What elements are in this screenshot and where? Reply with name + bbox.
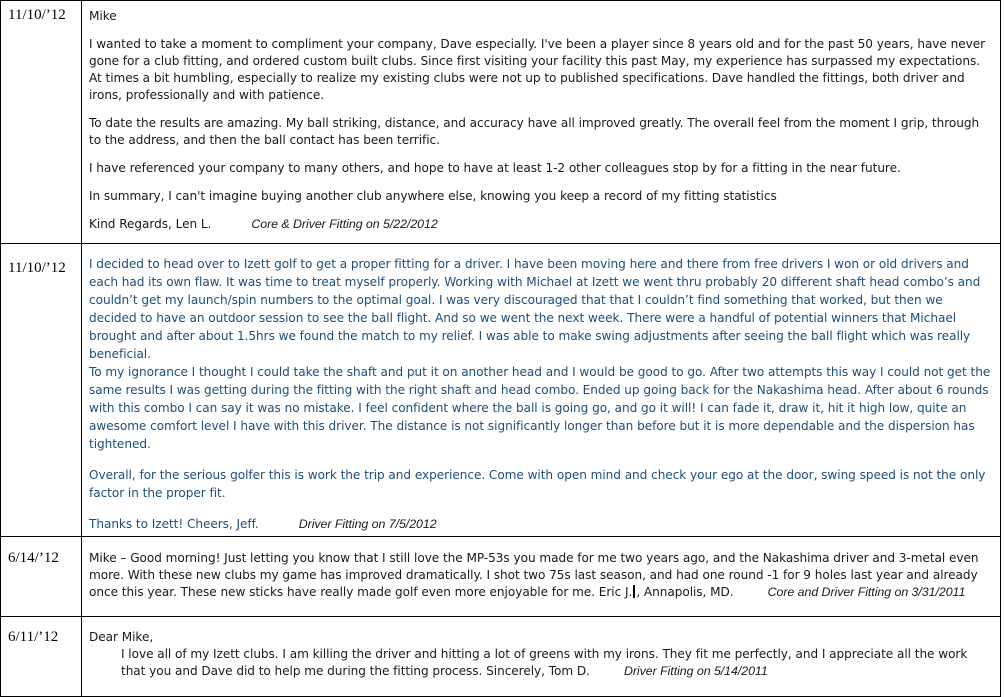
testimonial-date: 11/10/’12 xyxy=(1,1,82,244)
testimonial-paragraph: To date the results are amazing. My ball striking, distance, and accuracy have all improved greatly. The overall feel from the moment I grip, through to the address, and then the ball contact has been terrific. xyxy=(89,116,980,147)
testimonial-paragraph: I wanted to take a moment to compliment your company, Dave especially. I've been a player since 8 years old and for the past 50 years, have never gone for a club fitting, and ordered custom built clubs. Since first visiting your facility this past May, my experience has surpassed my expectations. At times a bit humbling, especially to realize my existing clubs were not up to published specifications. Dave handled the fittings, both driver and irons, professionally and with patience. xyxy=(89,37,986,102)
testimonial-greeting: Dear Mike, xyxy=(89,630,154,644)
testimonial-paragraph: Overall, for the serious golfer this is work the trip and experience. Come with open mind and check your ego at the door, swing speed is not the only factor in the proper fit. xyxy=(89,468,986,500)
testimonial-text: I love all of my Izett clubs. I am killing the driver and hitting a lot of greens with my irons. They fit me perfectly, and I appreciate all the work that you and Dave did to help me during the fitting process. Sincerely, Tom D. xyxy=(121,647,968,678)
testimonial-signature: Thanks to Izett! Cheers, Jeff. xyxy=(89,517,259,531)
testimonial-greeting: Mike xyxy=(89,9,117,23)
testimonial-paragraph xyxy=(89,550,994,601)
testimonial-date: 11/10/’12 xyxy=(1,244,82,537)
testimonial-row xyxy=(1,537,1001,617)
testimonial-body xyxy=(82,244,1001,537)
testimonial-signature-row xyxy=(89,216,994,233)
text-cursor xyxy=(633,585,635,598)
testimonial-text: Mike – Good morning! Just letting you know that I still love the MP-53s you made for me two years ago, and the Nakashima driver and 3-metal even more. With these new clubs my game has improved dramatically. I shot two 75s last season, and had one round -1 for 9 holes last year and already once this year. These new sticks have really made golf even more enjoyable for me. Eric J. xyxy=(89,551,979,599)
testimonial-row xyxy=(1,1,1001,244)
testimonial-body xyxy=(82,1,1001,244)
testimonial-text-rest: , Annapolis, MD. xyxy=(636,585,734,599)
testimonial-body xyxy=(82,537,1001,617)
fitting-label: Core & Driver Fitting on 5/22/2012 xyxy=(251,217,438,231)
fitting-label: Core and Driver Fitting on 3/31/2011 xyxy=(767,585,966,599)
testimonial-signature: Kind Regards, Len L. xyxy=(89,217,212,231)
fitting-label: Driver Fitting on 7/5/2012 xyxy=(298,517,437,531)
testimonial-signature-row xyxy=(89,515,994,533)
fitting-label: Driver Fitting on 5/14/2011 xyxy=(623,664,768,678)
testimonial-date: 6/11/’12 xyxy=(1,617,82,697)
testimonial-date: 6/14/’12 xyxy=(1,537,82,617)
testimonial-row xyxy=(1,244,1001,537)
testimonial-paragraph xyxy=(89,646,994,680)
testimonial-paragraph: I have referenced your company to many others, and hope to have at least 1-2 other colleagues stop by for a fitting in the near future. xyxy=(89,161,901,175)
testimonial-body xyxy=(82,617,1001,697)
testimonial-row xyxy=(1,617,1001,697)
testimonial-paragraph: In summary, I can't imagine buying another club anywhere else, knowing you keep a record of my fitting statistics xyxy=(89,189,777,203)
testimonial-paragraph: To my ignorance I thought I could take the shaft and put it on another head and I would be good to go. After two attempts this way I could not get the same results I was getting during the fitting with the right shaft and head combo. Ended up going back for the Nakashima head. After about 6 rounds with this combo I can say it was no mistake. I feel confident where the ball is going go, and go it will! I can fade it, draw it, hit it high low, quite an awesome comfort level I have with this driver. The distance is not significantly longer than before but it is more dependable and the dispersion has tightened. xyxy=(89,365,991,451)
testimonial-paragraph: I decided to head over to Izett golf to get a proper fitting for a driver. I have been moving here and there from free drivers I won or old drivers and each had its own flaw. It was time to treat myself properly. Working with Michael at Izett we went thru probably 20 different shaft head combo’s and couldn’t get my launch/spin numbers to the optimal goal. I was very discouraged that that I couldn’t find something that worked, but then we decided to have an outdoor session to see the ball flight. And so we went the next week. There were a handful of potential winners that Michael brought and after about 1.5hrs we found the match to my relief. I was able to make swing adjustments after seeing the ball flight which was really beneficial. xyxy=(89,257,981,361)
